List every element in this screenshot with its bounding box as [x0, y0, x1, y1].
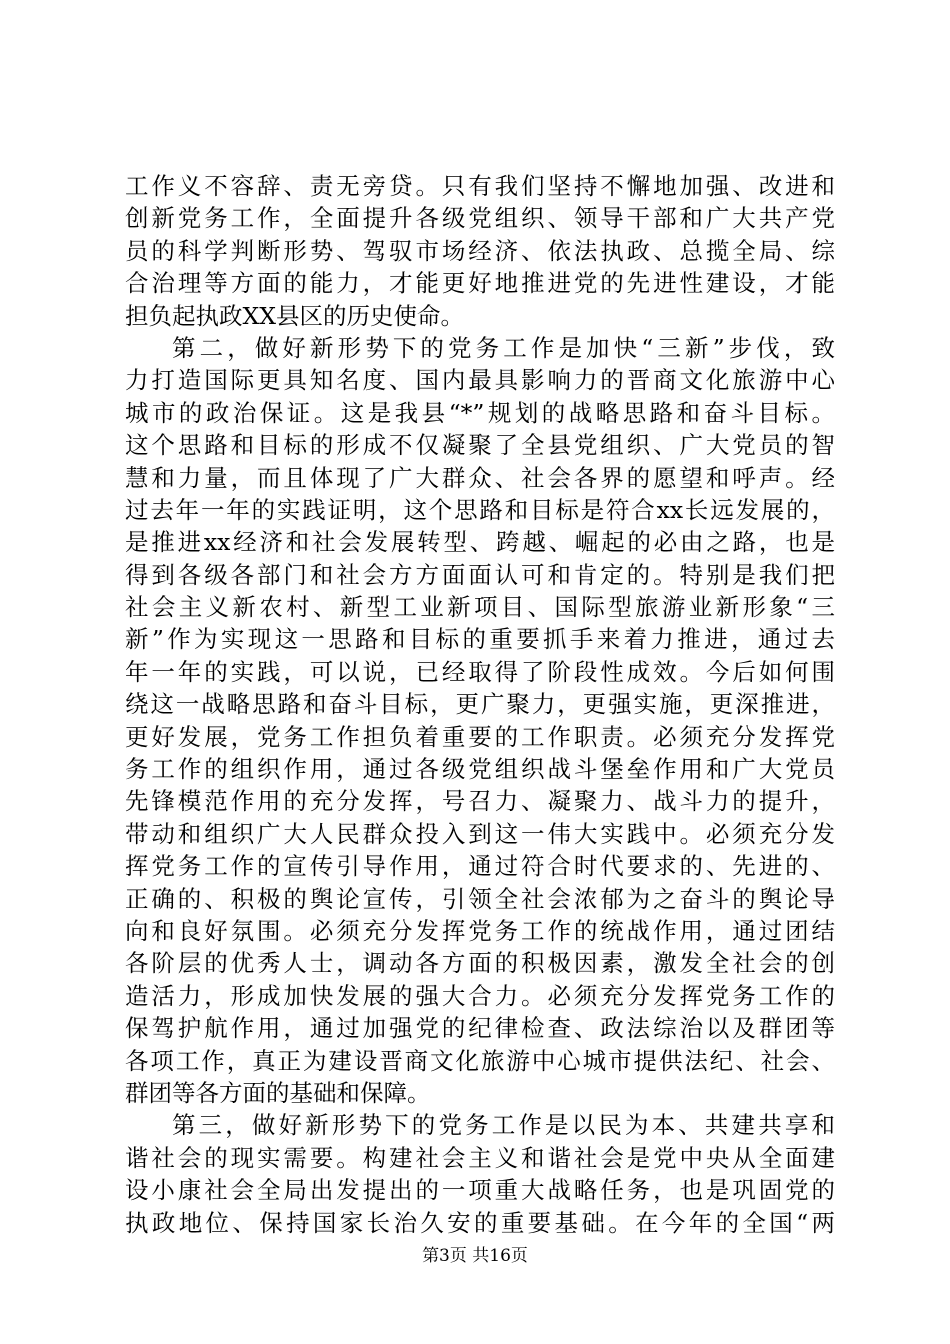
text-line: 城市的政治保证。这是我县“*”规划的战略思路和奋斗目标。: [125, 398, 835, 427]
text-line: 向和良好氛围。必须充分发挥党务工作的统战作用，通过团结: [125, 916, 835, 945]
text-line: 先锋模范作用的充分发挥，号召力、凝聚力、战斗力的提升，: [125, 787, 835, 816]
text-line: 合治理等方面的能力，才能更好地推进党的先进性建设，才能: [125, 269, 835, 298]
text-line: 创新党务工作，全面提升各级党组织、领导干部和广大共产党: [125, 204, 835, 233]
text-line: 得到各级各部门和社会方方面面认可和肯定的。特别是我们把: [125, 560, 835, 589]
text-line: 设小康社会全局出发提出的一项重大战略任务，也是巩固党的: [125, 1176, 835, 1205]
page-number-footer: 第3页 共16页: [422, 1246, 528, 1266]
text-line: 社会主义新农村、新型工业新项目、国际型旅游业新形象“三: [125, 593, 835, 622]
text-line: 员的科学判断形势、驾驭市场经济、依法执政、总揽全局、综: [125, 236, 835, 265]
text-line: 造活力，形成加快发展的强大合力。必须充分发挥党务工作的: [125, 981, 835, 1010]
text-line: 谐社会的现实需要。构建社会主义和谐社会是党中央从全面建: [125, 1143, 835, 1172]
text-line: 挥党务工作的宣传引导作用，通过符合时代要求的、先进的、: [125, 852, 835, 881]
text-line: 保驾护航作用，通过加强党的纪律检查、政法综治以及群团等: [125, 1014, 835, 1043]
text-line: 正确的、积极的舆论宣传，引领全社会浓郁为之奋斗的舆论导: [125, 884, 835, 913]
text-line: 绕这一战略思路和奋斗目标，更广聚力，更强实施，更深推进，: [125, 690, 835, 719]
text-line: 过去年一年的实践证明，这个思路和目标是符合xx长远发展的，: [125, 495, 835, 524]
text-line: 力打造国际更具知名度、国内最具影响力的晋商文化旅游中心: [125, 366, 835, 395]
body-text: [125, 170, 835, 1239]
text-line: 带动和组织广大人民群众投入到这一伟大实践中。必须充分发: [125, 819, 835, 848]
text-line: 新”作为实现这一思路和目标的重要抓手来着力推进，通过去: [125, 625, 835, 654]
text-line: 这个思路和目标的形成不仅凝聚了全县党组织、广大党员的智: [125, 431, 835, 460]
text-line: 担负起执政XX县区的历史使命。: [125, 301, 464, 330]
text-line: 群团等各方面的基础和保障。: [125, 1078, 431, 1107]
text-line: 执政地位、保持国家长治久安的重要基础。在今年的全国“两: [125, 1208, 835, 1237]
text-line: 更好发展，党务工作担负着重要的工作职责。必须充分发挥党: [125, 722, 835, 751]
paragraph-start-line: 第二，做好新形势下的党务工作是加快“三新”步伐，致: [172, 333, 835, 362]
paragraph-start-line: 第三，做好新形势下的党务工作是以民为本、共建共享和: [172, 1111, 835, 1140]
text-line: 是推进xx经济和社会发展转型、跨越、崛起的必由之路，也是: [125, 528, 835, 557]
text-line: 务工作的组织作用，通过各级党组织战斗堡垒作用和广大党员: [125, 755, 835, 784]
text-line: 年一年的实践，可以说，已经取得了阶段性成效。今后如何围: [125, 657, 835, 686]
text-line: 各项工作，真正为建设晋商文化旅游中心城市提供法纪、社会、: [125, 1046, 835, 1075]
text-line: 各阶层的优秀人士，调动各方面的积极因素，激发全社会的创: [125, 949, 835, 978]
text-line: 慧和力量，而且体现了广大群众、社会各界的愿望和呼声。经: [125, 463, 835, 492]
text-line: 工作义不容辞、责无旁贷。只有我们坚持不懈地加强、改进和: [125, 172, 835, 200]
